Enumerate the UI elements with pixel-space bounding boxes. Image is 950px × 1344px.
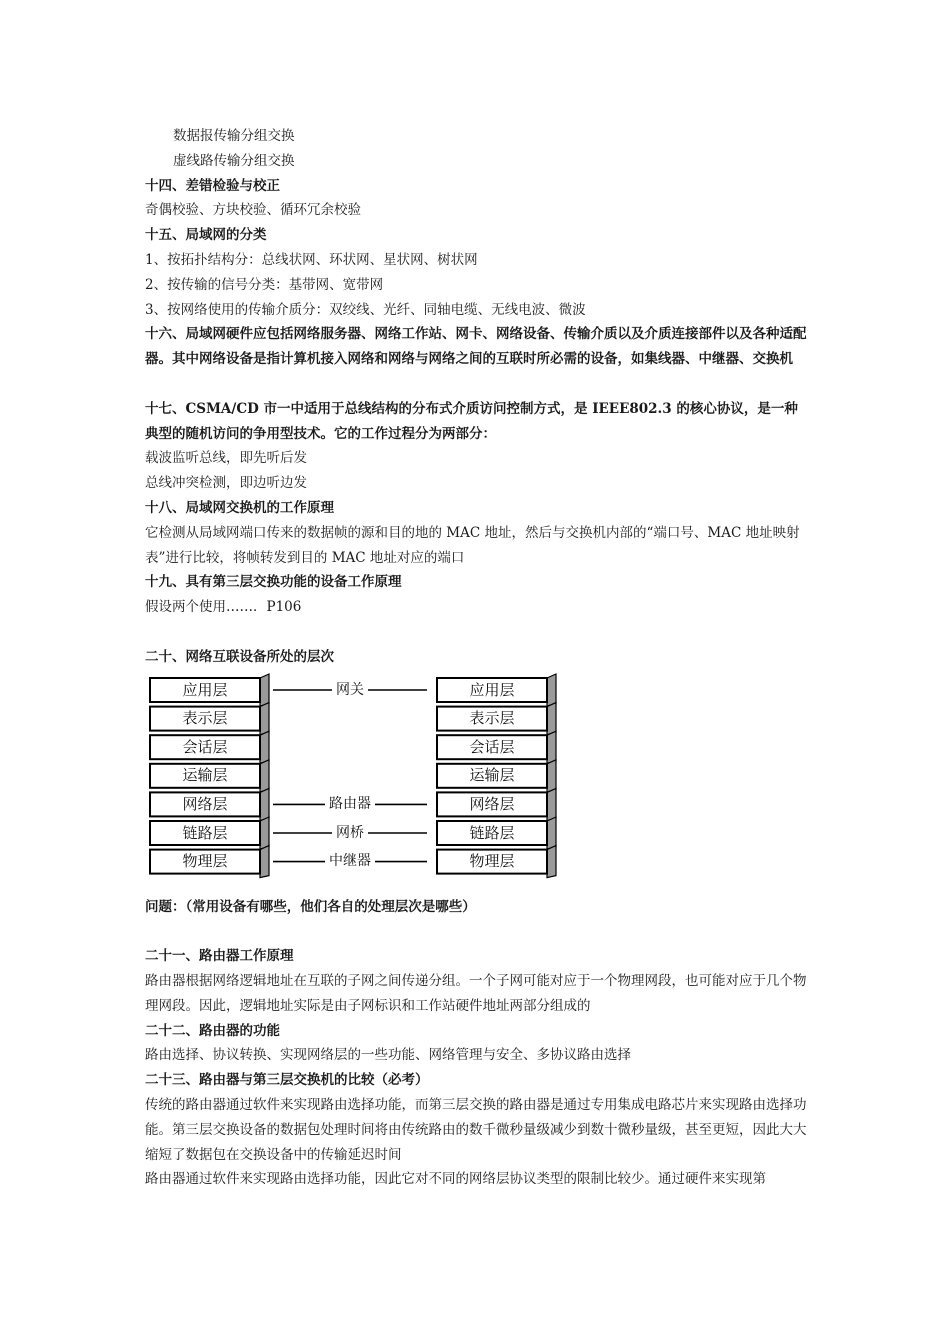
- layer-box-side: [260, 702, 269, 734]
- layer-box-side: [547, 759, 556, 791]
- device-label: 网关: [332, 680, 368, 700]
- right-stack-layer-label: 表示层: [469, 709, 515, 728]
- section-heading: 二十、网络互联设备所处的层次: [145, 648, 334, 665]
- paragraph-line: 奇偶校验、方块校验、循环冗余校验: [145, 202, 361, 219]
- right-stack-layer-label: 物理层: [469, 852, 515, 871]
- layer-box-side: [260, 731, 269, 763]
- left-stack-layer-label: 网络层: [182, 794, 228, 813]
- paragraph-line: 路由选择、协议转换、实现网络层的一些功能、网络管理与安全、多协议路由选择: [145, 1047, 631, 1064]
- paragraph-line: 虚线路传输分组交换: [173, 152, 295, 169]
- section-heading: 二十一、路由器工作原理: [145, 948, 294, 965]
- section-heading: 十九、具有第三层交换功能的设备工作原理: [145, 574, 402, 591]
- right-stack-layer-label: 网络层: [469, 794, 515, 813]
- layer-box-side: [260, 845, 269, 877]
- right-stack-layer-label: 链路层: [469, 823, 515, 842]
- section-heading: 问题：（常用设备有哪些，他们各自的处理层次是哪些）: [145, 898, 476, 915]
- layer-box-side: [260, 788, 269, 820]
- section-heading: 二十二、路由器的功能: [145, 1022, 280, 1039]
- section-heading: 二十三、路由器与第三层交换机的比较（必考）: [145, 1072, 429, 1089]
- left-stack-layer-label: 物理层: [182, 852, 228, 871]
- left-stack-layer-label: 表示层: [182, 709, 228, 728]
- left-stack-layer-label: 运输层: [182, 766, 228, 785]
- device-label: 网桥: [332, 823, 368, 843]
- paragraph-line: 它检测从局域网端口传来的数据帧的源和目的地的 MAC 地址，然后与交换机内部的“端口号、MAC 地址映射表”进行比较，将帧转发到目的 MAC 地址对应的端口: [145, 524, 800, 566]
- device-label: 路由器: [325, 794, 375, 814]
- left-stack-layer-label: 链路层: [182, 823, 228, 842]
- document-body: [145, 124, 810, 1192]
- right-stack-layer-label: 应用层: [469, 680, 515, 699]
- blank-line: [145, 620, 810, 645]
- paragraph-line: 3、按网络使用的传输介质分：双绞线、光纤、同轴电缆、无线电波、微波: [145, 301, 586, 318]
- paragraph-line: 数据报传输分组交换: [173, 128, 295, 144]
- paragraph-line: 传统的路由器通过软件来实现路由选择功能，而第三层交换的路由器是通过专用集成电路芯片来实现路由选择功能。第三层交换设备的数据包处理时间将由传统路由的数千微秒量级减少到数十微秒量级，甚至更短，因此大大缩短了数据包在交换设备中的传输延迟时间: [145, 1096, 807, 1163]
- section-heading: 十七、CSMA/CD 市一中适用于总线结构的分布式介质访问控制方式，是 IEEE802.3 的核心协议，是一种典型的随机访问的争用型技术。它的工作过程分为两部分：: [145, 400, 798, 442]
- layer-box-side: [260, 759, 269, 791]
- layer-box-side: [260, 674, 269, 706]
- paragraph-line: 总线冲突检测，即边听边发: [145, 475, 307, 492]
- layer-box-side: [547, 817, 556, 849]
- blank-line: [145, 919, 810, 944]
- paragraph-line: 2、按传输的信号分类：基带网、宽带网: [145, 276, 384, 293]
- right-stack-layer-label: 运输层: [469, 766, 515, 785]
- layer-box-side: [547, 674, 556, 706]
- paragraph-line: 路由器根据网络逻辑地址在互联的子网之间传递分组。一个子网可能对应于一个物理网段，也可能对应于几个物理网段。因此，逻辑地址实际是由子网标识和工作站硬件地址两部分组成的: [145, 972, 807, 1014]
- blank-line: [145, 372, 810, 397]
- section-heading: 十五、局域网的分类: [145, 227, 267, 244]
- layer-box-side: [547, 845, 556, 877]
- section-heading: 十八、局域网交换机的工作原理: [145, 499, 334, 516]
- section-heading: 十六、局域网硬件应包括网络服务器、网络工作站、网卡、网络设备、传输介质以及介质连接部件以及各种适配器。其中网络设备是指计算机接入网络和网络与网络之间的互联时所必需的设备，如集线器、中继器、交换机: [145, 326, 807, 368]
- paragraph-line: 1、按拓扑结构分：总线状网、环状网、星状网、树状网: [145, 251, 478, 268]
- layer-box-side: [547, 702, 556, 734]
- layer-box-side: [260, 817, 269, 849]
- section-heading: 十四、差错检验与校正: [145, 177, 280, 194]
- layer-box-side: [547, 788, 556, 820]
- paragraph-line: 假设两个使用……．P106: [145, 599, 302, 616]
- left-stack-layer-label: 应用层: [182, 680, 228, 699]
- left-stack-layer-label: 会话层: [182, 737, 228, 756]
- paragraph-line: 载波监听总线，即先听后发: [145, 450, 307, 467]
- osi-layer-diagram: [145, 672, 565, 887]
- right-stack-layer-label: 会话层: [469, 737, 515, 756]
- paragraph-line: 路由器通过软件来实现路由选择功能，因此它对不同的网络层协议类型的限制比较少。通过硬件来实现第: [145, 1171, 766, 1188]
- layer-box-side: [547, 731, 556, 763]
- device-label: 中继器: [325, 851, 375, 871]
